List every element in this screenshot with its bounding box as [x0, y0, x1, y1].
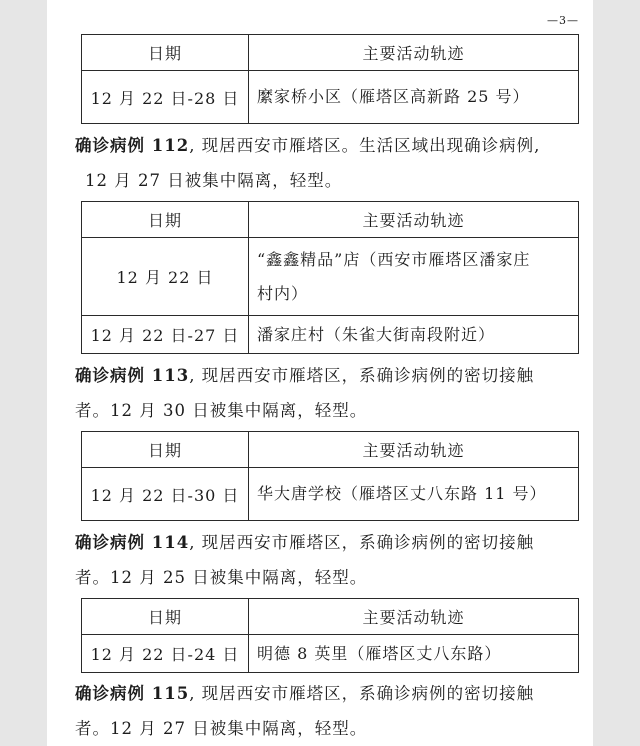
- track-line: “鑫鑫精品”店（西安市雁塔区潘家庄: [257, 249, 531, 269]
- date-cell: 12 月 22 日-28 日: [82, 71, 249, 124]
- case-text: 者。12 月 25 日被集中隔离，轻型。: [75, 568, 368, 587]
- trajectory-table: [81, 201, 579, 354]
- case-id-115: 确诊病例 115: [75, 684, 190, 703]
- table-row: [82, 635, 579, 673]
- case-text: 12 月 27 日被集中隔离，轻型。: [85, 171, 343, 190]
- case-paragraph-114: [75, 525, 605, 595]
- case-id-112: 确诊病例 112: [75, 136, 190, 155]
- trajectory-table-a: [47, 34, 567, 124]
- trajectory-table-c: [47, 431, 567, 521]
- trajectory-table-b: [47, 201, 567, 354]
- case-text: 者。12 月 27 日被集中隔离，轻型。: [75, 719, 368, 738]
- date-header: 日期: [82, 599, 249, 635]
- table-row: [82, 71, 579, 124]
- case-text: , 现居西安市雁塔区，系确诊病例的密切接触: [189, 366, 535, 385]
- trajectory-table: [81, 431, 579, 521]
- table-header-row: [82, 202, 579, 238]
- date-cell: 12 月 22 日: [82, 238, 249, 316]
- case-text: , 现居西安市雁塔区，系确诊病例的密切接触: [189, 533, 535, 552]
- track-cell: 縻家桥小区（雁塔区高新路 25 号）: [249, 71, 579, 124]
- table-header-row: [82, 35, 579, 71]
- table-header-row: [82, 599, 579, 635]
- trajectory-table: [81, 34, 579, 124]
- date-header: 日期: [82, 35, 249, 71]
- track-cell: [249, 238, 579, 316]
- trajectory-table-d: [47, 598, 567, 673]
- case-paragraph-115: [75, 676, 605, 746]
- date-cell: 12 月 22 日-27 日: [82, 316, 249, 354]
- case-text: , 现居西安市雁塔区。生活区域出现确诊病例,: [189, 136, 541, 155]
- document-page: [47, 0, 593, 746]
- table-row: [82, 238, 579, 316]
- table-row: [82, 316, 579, 354]
- trajectory-table: [81, 598, 579, 673]
- track-cell: 华大唐学校（雁塔区丈八东路 11 号）: [249, 468, 579, 521]
- track-header: 主要活动轨迹: [249, 202, 579, 238]
- case-paragraph-112: [75, 128, 605, 198]
- track-header: 主要活动轨迹: [249, 432, 579, 468]
- case-text: 者。12 月 30 日被集中隔离，轻型。: [75, 401, 368, 420]
- track-cell: 明德 8 英里（雁塔区丈八东路）: [249, 635, 579, 673]
- case-id-113: 确诊病例 113: [75, 366, 190, 385]
- track-header: 主要活动轨迹: [249, 599, 579, 635]
- case-text: , 现居西安市雁塔区，系确诊病例的密切接触: [189, 684, 535, 703]
- date-header: 日期: [82, 432, 249, 468]
- case-paragraph-113: [75, 358, 605, 428]
- case-id-114: 确诊病例 114: [75, 533, 190, 552]
- date-header: 日期: [82, 202, 249, 238]
- date-cell: 12 月 22 日-30 日: [82, 468, 249, 521]
- table-row: [82, 468, 579, 521]
- track-line: 村内）: [257, 283, 309, 303]
- date-cell: 12 月 22 日-24 日: [82, 635, 249, 673]
- table-header-row: [82, 432, 579, 468]
- page-number: —3—: [547, 14, 579, 27]
- track-cell: 潘家庄村（朱雀大街南段附近）: [249, 316, 579, 354]
- track-header: 主要活动轨迹: [249, 35, 579, 71]
